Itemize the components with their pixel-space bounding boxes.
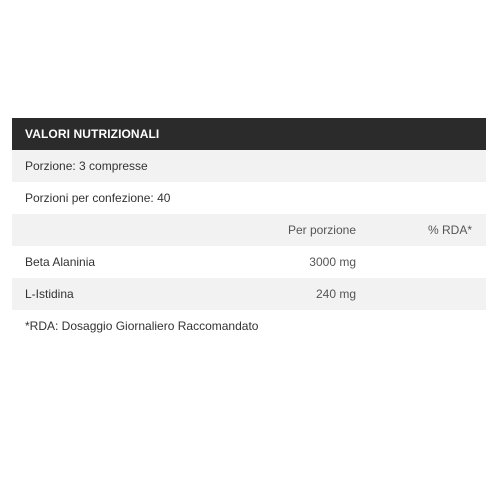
column-header-rda: % RDA* — [427, 223, 472, 237]
nutrient-per-serving: 3000 mg — [309, 255, 356, 269]
serving-size-row — [12, 150, 486, 182]
nutrition-table — [12, 118, 486, 342]
footnote-row — [12, 310, 486, 342]
servings-per-pack: Porzioni per confezione: 40 — [25, 191, 171, 205]
table-title: VALORI NUTRIZIONALI — [12, 118, 486, 150]
servings-per-pack-row — [12, 182, 486, 214]
column-header-per-serving: Per porzione — [287, 223, 356, 237]
nutrient-name: L-Istidina — [25, 287, 74, 301]
column-header-row — [12, 214, 486, 246]
table-row — [12, 278, 486, 310]
nutrient-per-serving: 240 mg — [315, 287, 356, 301]
nutrient-name: Beta Alaninia — [25, 255, 96, 269]
table-row — [12, 246, 486, 278]
footnote: *RDA: Dosaggio Giornaliero Raccomandato — [25, 319, 259, 333]
serving-size: Porzione: 3 compresse — [25, 159, 148, 173]
